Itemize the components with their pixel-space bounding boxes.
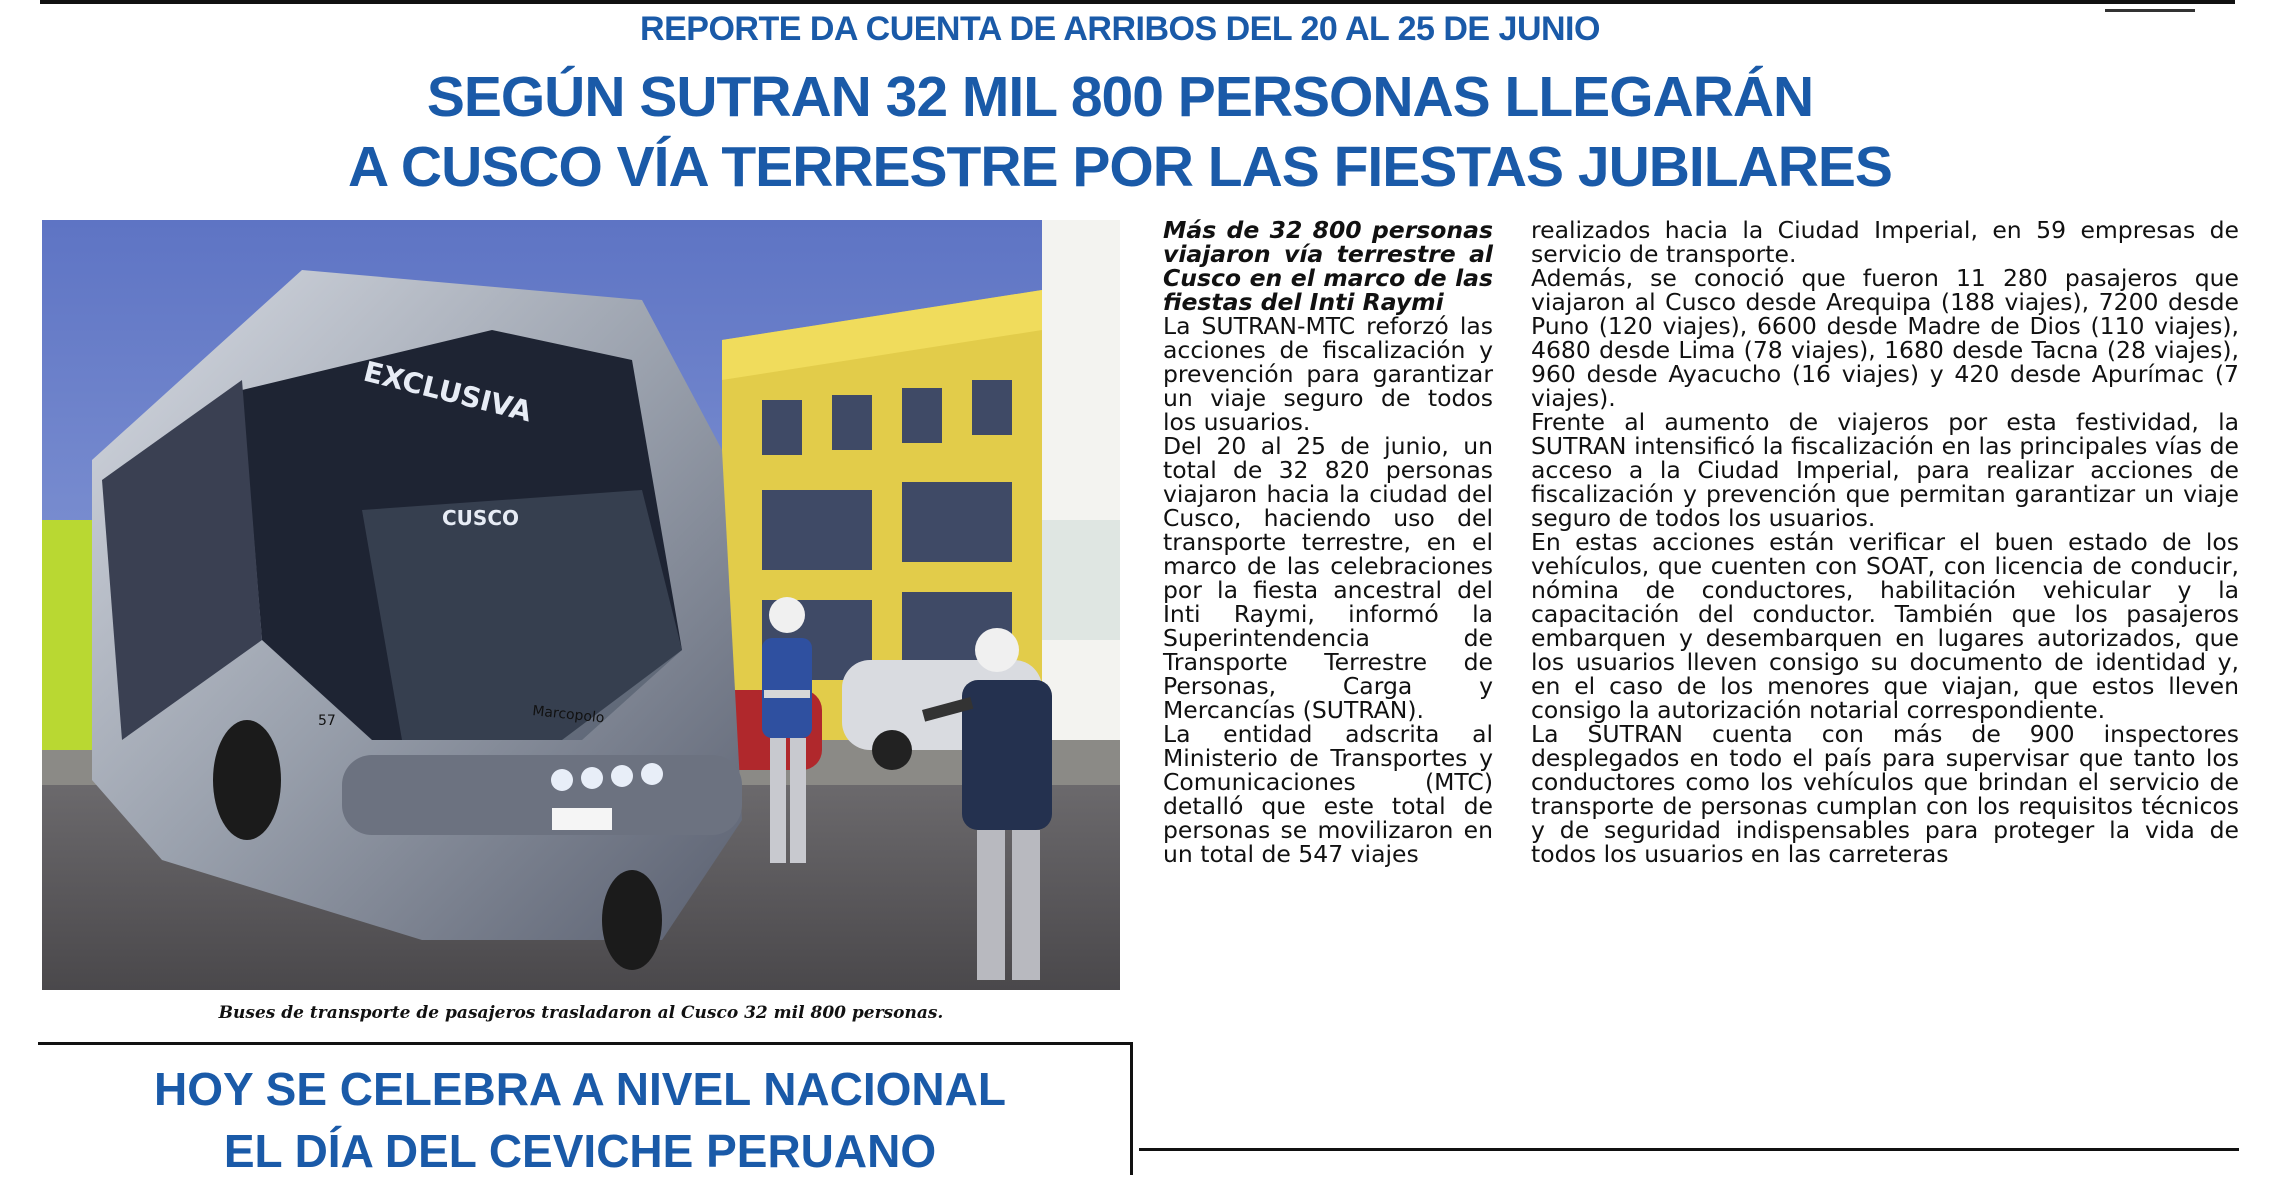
paragraph: La SUTRAN-MTC reforzó las acciones de fiscalización y prevención para garantizar un viaje seguro de todos los usuarios. (1163, 312, 1493, 436)
bus-destination: CUSCO (442, 506, 520, 530)
headline-line-1: SEGÚN SUTRAN 32 MIL 800 PERSONAS LLEGARÁN (426, 65, 1814, 129)
next-article-headline (40, 1058, 1120, 1182)
paragraph: Frente al aumento de viajeros por esta festividad, la SUTRAN intensificó la fiscalización en las principales vías de acceso a la Ciudad Imperial, para realizar acciones de fiscalización y prevención que permitan garantizar un viaje seguro de todos los usuarios. (1531, 408, 2239, 532)
next-headline-line-2: EL DÍA DEL CEVICHE PERUANO (223, 1125, 937, 1177)
photo-caption: Buses de transporte de pasajeros trasladaron al Cusco 32 mil 800 personas. (218, 1003, 944, 1023)
top-rule (40, 0, 2235, 4)
article-headline (0, 62, 2240, 202)
paragraph: La entidad adscrita al Ministerio de Transportes y Comunicaciones (MTC) detalló que este total de personas se movilizaron en un total de 547 viajes (1163, 720, 1493, 868)
article-lead: Más de 32 800 personas viajaron vía terrestre al Cusco en el marco de las fiestas del Inti Raymi (1163, 216, 1493, 316)
bus-number: 57 (318, 713, 336, 729)
article-kicker: REPORTE DA CUENTA DE ARRIBOS DEL 20 AL 25 DE JUNIO (640, 10, 1600, 48)
paragraph: realizados hacia la Ciudad Imperial, en 59 empresas de servicio de transporte. (1531, 216, 2239, 268)
bottom-rule (1139, 1148, 2239, 1151)
bus-photo (42, 220, 1120, 990)
paragraph: En estas acciones están verificar el buen estado de los vehículos, que cuenten con SOAT, con licencia de conducir, nómina de conductores, habilitación vehicular y la capacitación del conductor. También que los pasajeros embarquen y desembarquen en lugares autorizados, que los usuarios lleven consigo su documento de identidad y, en el caso de los menores que viajan, que estos lleven consigo la autorización notarial correspondiente. (1531, 528, 2239, 724)
paragraph: Además, se conoció que fueron 11 280 pasajeros que viajaron al Cusco desde Arequipa (188 viajes), 7200 desde Puno (120 viajes), 6600 desde Madre de Dios (110 viajes), 4680 desde Lima (78 viajes), 1680 desde Tacna (28 viajes), 960 desde Ayacucho (16 viajes) y 420 desde Apurímac (7 viajes). (1531, 264, 2239, 412)
paragraph: La SUTRAN cuenta con más de 900 inspectores desplegados en todo el país para supervisar que tanto los conductores como los vehículos que brindan el servicio de transporte de personas cumplan con los requisitos técnicos y de seguridad indispensables para proteger la vida de todos los usuarios en las carreteras (1531, 720, 2239, 868)
article-column-2 (1531, 218, 2239, 866)
article-column-1 (1163, 218, 1493, 866)
next-headline-line-1: HOY SE CELEBRA A NIVEL NACIONAL (154, 1063, 1006, 1115)
headline-line-2: A CUSCO VÍA TERRESTRE POR LAS FIESTAS JUBILARES (348, 135, 1892, 199)
bus-brand-text: EXCLUSIVA (360, 354, 536, 429)
bus-model: Marcopolo (531, 703, 606, 727)
paragraph: Del 20 al 25 de junio, un total de 32 820 personas viajaron hacia la ciudad del Cusco, haciendo uso del transporte terrestre, en el marco de las celebraciones por la fiesta ancestral del Inti Raymi, informó la Superintendencia de Transporte Terrestre de Personas, Carga y Mercancías (SUTRAN). (1163, 432, 1493, 724)
